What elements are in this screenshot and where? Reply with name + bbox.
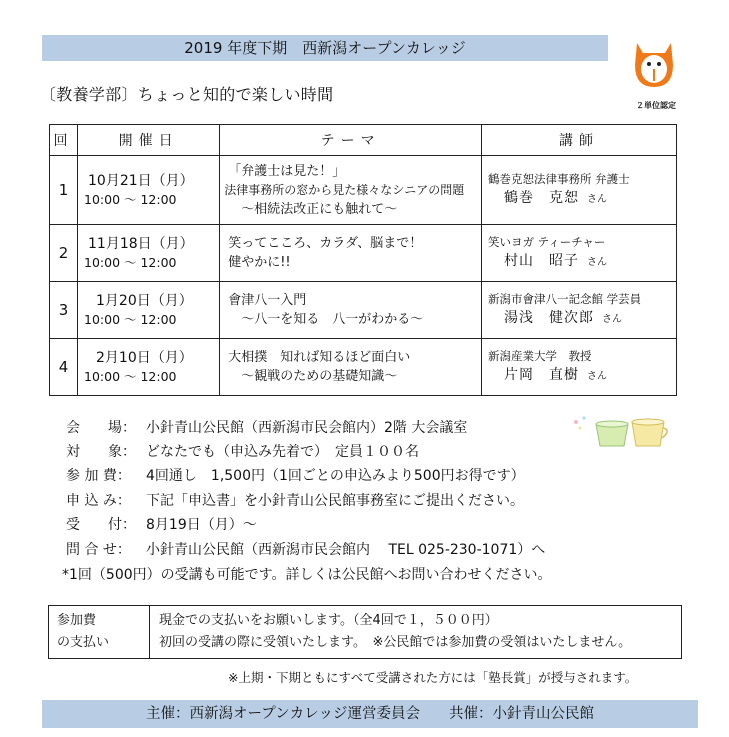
schedule-table <box>49 124 677 396</box>
table-row <box>50 282 677 339</box>
tea-cup-icon <box>566 412 678 450</box>
info-label: 対 象： <box>66 444 136 460</box>
session-theme-cell <box>220 225 482 282</box>
theme-line: ～観戦のための基礎知識～ <box>228 369 398 384</box>
section-subtitle: 〔教養学部〕ちょっと知的で楽しい時間 <box>40 85 334 104</box>
session-date-cell <box>78 225 220 282</box>
payment-line: 現金での支払いをお願いします。（全4回で１，５００円） <box>159 613 498 628</box>
info-application <box>66 490 524 512</box>
lecturer-name: 湯浅 健次郎 <box>503 310 594 326</box>
cat-mascot-icon <box>631 35 677 97</box>
session-date-cell <box>78 282 220 339</box>
theme-line: 「弁護士は見た！」 <box>228 163 346 179</box>
lecturer-name: 片岡 直樹 <box>503 367 579 383</box>
payment-label <box>49 606 150 658</box>
honorific: さん <box>586 194 607 205</box>
lecturer-cell <box>481 282 676 339</box>
lecturer-cell <box>481 339 676 396</box>
header-theme: テーマ <box>220 125 482 156</box>
payment-label-line: 参加費 <box>57 613 97 628</box>
footer-banner <box>42 700 698 728</box>
honorific: さん <box>586 257 607 268</box>
payment-line: 初回の受講の際に受領いたします。 ※公民館では参加費の受領はいたしません。 <box>159 635 632 650</box>
info-label: 問 合 せ： <box>66 542 131 558</box>
info-note: *1回（500円）の受講も可能です。詳しくは公民館へお問い合わせください。 <box>62 567 552 583</box>
lecturer-org: 新潟産業大学 教授 <box>487 349 592 363</box>
theme-line: 大相撲 知れば知るほど面白い <box>228 350 411 365</box>
session-theme-cell <box>220 282 482 339</box>
award-note: ※上期・下期ともにすべて受講された方には「塾長賞」が授与されます。 <box>228 670 638 685</box>
theme-line: 笑ってこころ、カラダ、脳まで！ <box>228 236 423 251</box>
header-no: 回 <box>50 125 78 156</box>
table-header-row <box>50 125 677 156</box>
session-no: 4 <box>50 339 78 396</box>
title-banner <box>42 35 608 61</box>
lecturer-name: 村山 昭子 <box>503 253 579 269</box>
info-value: 下記「申込書」を小針青山公民館事務室にご提出ください。 <box>146 493 524 509</box>
info-value: 小針青山公民館（西新潟市民会館内 TEL 025-230-1071）へ <box>146 542 546 558</box>
info-value: 小針青山公民館（西新潟市民会館内）2階 大会議室 <box>146 420 468 436</box>
lecturer-org: 笑いヨガ ティーチャー <box>487 235 606 249</box>
info-label: 受 付： <box>66 517 136 533</box>
session-date: 11月18日（月） <box>88 236 194 252</box>
session-date: 10月21日（月） <box>88 173 194 189</box>
session-date: 2月10日（月） <box>96 350 193 366</box>
session-theme-cell <box>220 156 482 225</box>
session-no: 1 <box>50 156 78 225</box>
session-theme-cell <box>220 339 482 396</box>
theme-line: ～相続法改正にも触れて～ <box>228 201 398 217</box>
lecturer-cell <box>481 156 676 225</box>
theme-line: 健やかに!! <box>228 255 291 270</box>
info-target <box>66 441 419 463</box>
session-time: 10:00 ～ 12:00 <box>84 312 177 327</box>
info-venue <box>66 417 467 439</box>
info-value: 8月19日（月）～ <box>146 517 257 533</box>
info-value: 4回通し 1,500円（1回ごとの申込みより500円お得です） <box>146 468 525 484</box>
info-label: 会 場： <box>66 420 136 436</box>
session-time: 10:00 ～ 12:00 <box>84 192 177 207</box>
payment-box <box>48 605 682 659</box>
theme-line: 會津八一入門 <box>228 293 307 308</box>
theme-line: ～八一を知る 八一がわかる～ <box>228 312 424 327</box>
session-date-cell <box>78 339 220 396</box>
info-reception <box>66 514 257 536</box>
organizer-text: 主催：西新潟オープンカレッジ運営委員会 共催：小針青山公民館 <box>145 706 595 722</box>
lecturer-cell <box>481 225 676 282</box>
page-title: 2019 年度下期 西新潟オープンカレッジ <box>184 39 466 57</box>
lecturer-org: 鶴巻克恕法律事務所 弁護士 <box>487 172 630 186</box>
payment-text <box>159 610 631 654</box>
session-no: 3 <box>50 282 78 339</box>
session-time: 10:00 ～ 12:00 <box>84 369 177 384</box>
info-contact <box>66 539 545 561</box>
table-row <box>50 225 677 282</box>
credit-caption: ２単位認定 <box>636 101 676 110</box>
info-value: どなたでも（申込み先着で） 定員１００名 <box>146 444 419 460</box>
table-row <box>50 156 677 225</box>
info-label: 参 加 費： <box>66 468 131 484</box>
info-fee <box>66 465 525 487</box>
session-time: 10:00 ～ 12:00 <box>84 255 177 270</box>
table-row <box>50 339 677 396</box>
header-lecturer: 講師 <box>481 125 676 156</box>
honorific: さん <box>601 314 622 325</box>
session-no: 2 <box>50 225 78 282</box>
payment-label-line: の支払い <box>57 635 110 650</box>
tea-cups-illustration <box>566 412 678 450</box>
header-date: 開催日 <box>78 125 220 156</box>
session-date: 1月20日（月） <box>96 293 193 309</box>
session-date-cell <box>78 156 220 225</box>
honorific: さん <box>586 371 607 382</box>
lecturer-org: 新潟市會津八一記念館 学芸員 <box>487 292 642 306</box>
info-label: 申 込 み： <box>66 493 131 509</box>
theme-line: 法律事務所の窓から見た様々なシニアの問題 <box>224 182 465 197</box>
lecturer-name: 鶴巻 克恕 <box>503 190 579 206</box>
